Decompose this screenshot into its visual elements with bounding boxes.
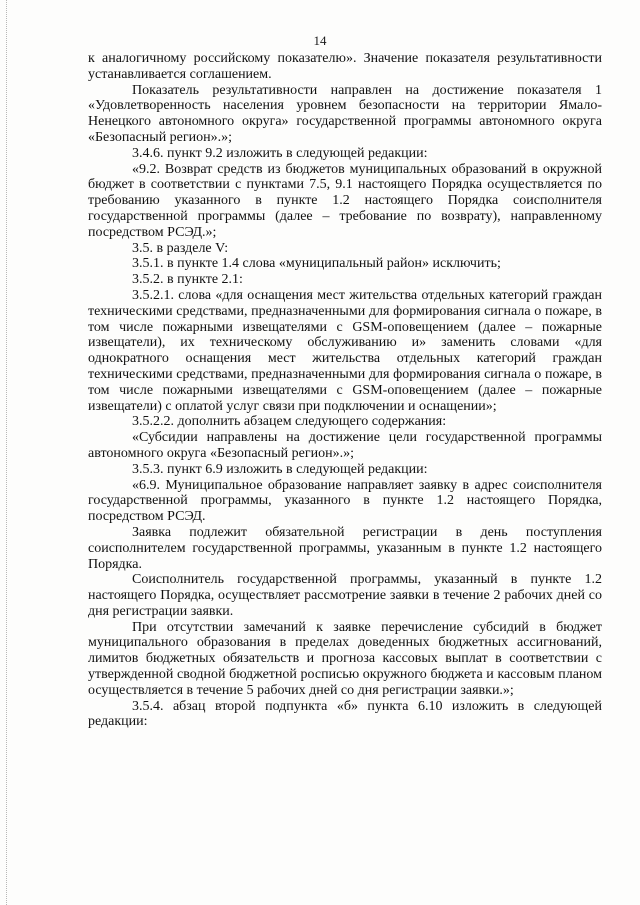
paragraph-subsidy-goal: «Субсидии направлены на достижение цели государственной программы автономного округа «Безопасный регион».»; [88,430,602,461]
paragraph-registration: Заявка подлежит обязательной регистрации в день поступления соисполнителем государственной программы, указанным в пункте 1.2 настоящего Порядка. [88,524,602,572]
paragraph-amendment-3-5-4: 3.5.4. абзац второй подпункта «б» пункта 6.10 изложить в следующей редакции: [88,698,602,730]
paragraph-transfer: При отсутствии замечаний к заявке перечисление субсидий в бюджет муниципального образования в пределах доведенных бюджетных ассигнований, лимитов бюджетных обязательств и прогноза кассовых выплат в соответствии с утвержденной сводной бюджетной росписью окружного бюджета и кассовым планом осуществляется в течение 5 рабочих дней со дня регистрации заявки.»; [88,619,602,698]
paragraph-review: Соисполнитель государственной программы, указанный в пункте 1.2 настоящего Порядка, осуществляет рассмотрение заявки в течение 2 рабочих дней со дня регистрации заявки. [88,572,602,619]
paragraph-amendment-3-5-2-2: 3.5.2.2. дополнить абзацем следующего содержания: [132,414,447,430]
paragraph-amendment-3-5: 3.5. в разделе V: [132,240,229,256]
paragraph-amendment-3-5-2-1: 3.5.2.1. слова «для оснащения мест жительства отдельных категорий граждан техническими средствами, предназначенными для формирования сигнала о пожаре, в том числе пожарными извещателями с GSM-оповещением (далее – пожарные извещатели), их техническому обслуживанию и» заменить словами «для однократного оснащения мест жительства отдельных категорий граждан техническими средствами, предназначенными для формирования сигнала о пожаре, в том числе пожарными извещателями с GSM-оповещением (далее – пожарные извещатели) с оплатой услуг связи при подключении и оснащении»; [88,287,602,414]
paragraph-amendment-3-4-6: 3.4.6. пункт 9.2 изложить в следующей редакции: [132,145,428,161]
paragraph-amendment-3-5-2: 3.5.2. в пункте 2.1: [132,272,243,288]
paragraph-clause-9-2: «9.2. Возврат средств из бюджетов муниципальных образований в окружной бюджет в соответствии с пунктами 7.5, 9.1 настоящего Порядка осуществляется по требованию указанного в пункте 1.2 настоящего Порядка соисполнителя государственной программы (далее – требование по возврату), направленному посредством РСЭД.»; [88,161,602,240]
document-body [88,51,602,730]
paragraph-indicator: Показатель результативности направлен на достижение показателя 1 «Удовлетворенность населения уровнем безопасности на территории Ямало-Ненецкого автономного округа» государственной программы автономного округа «Безопасный регион».»; [88,82,602,145]
paragraph-amendment-3-5-3: 3.5.3. пункт 6.9 изложить в следующей редакции: [132,461,428,477]
page-number: 14 [313,33,327,48]
binding-edge [6,0,7,905]
paragraph-continuation: к аналогичному российскому показателю». Значение показателя результативности устанавливается соглашением. [88,51,602,82]
paragraph-amendment-3-5-1: 3.5.1. в пункте 1.4 слова «муниципальный район» исключить; [132,256,501,272]
paragraph-clause-6-9: «6.9. Муниципальное образование направляет заявку в адрес соисполнителя государственной программы, указанного в пункте 1.2 настоящего Порядка, посредством РСЭД. [88,477,602,525]
